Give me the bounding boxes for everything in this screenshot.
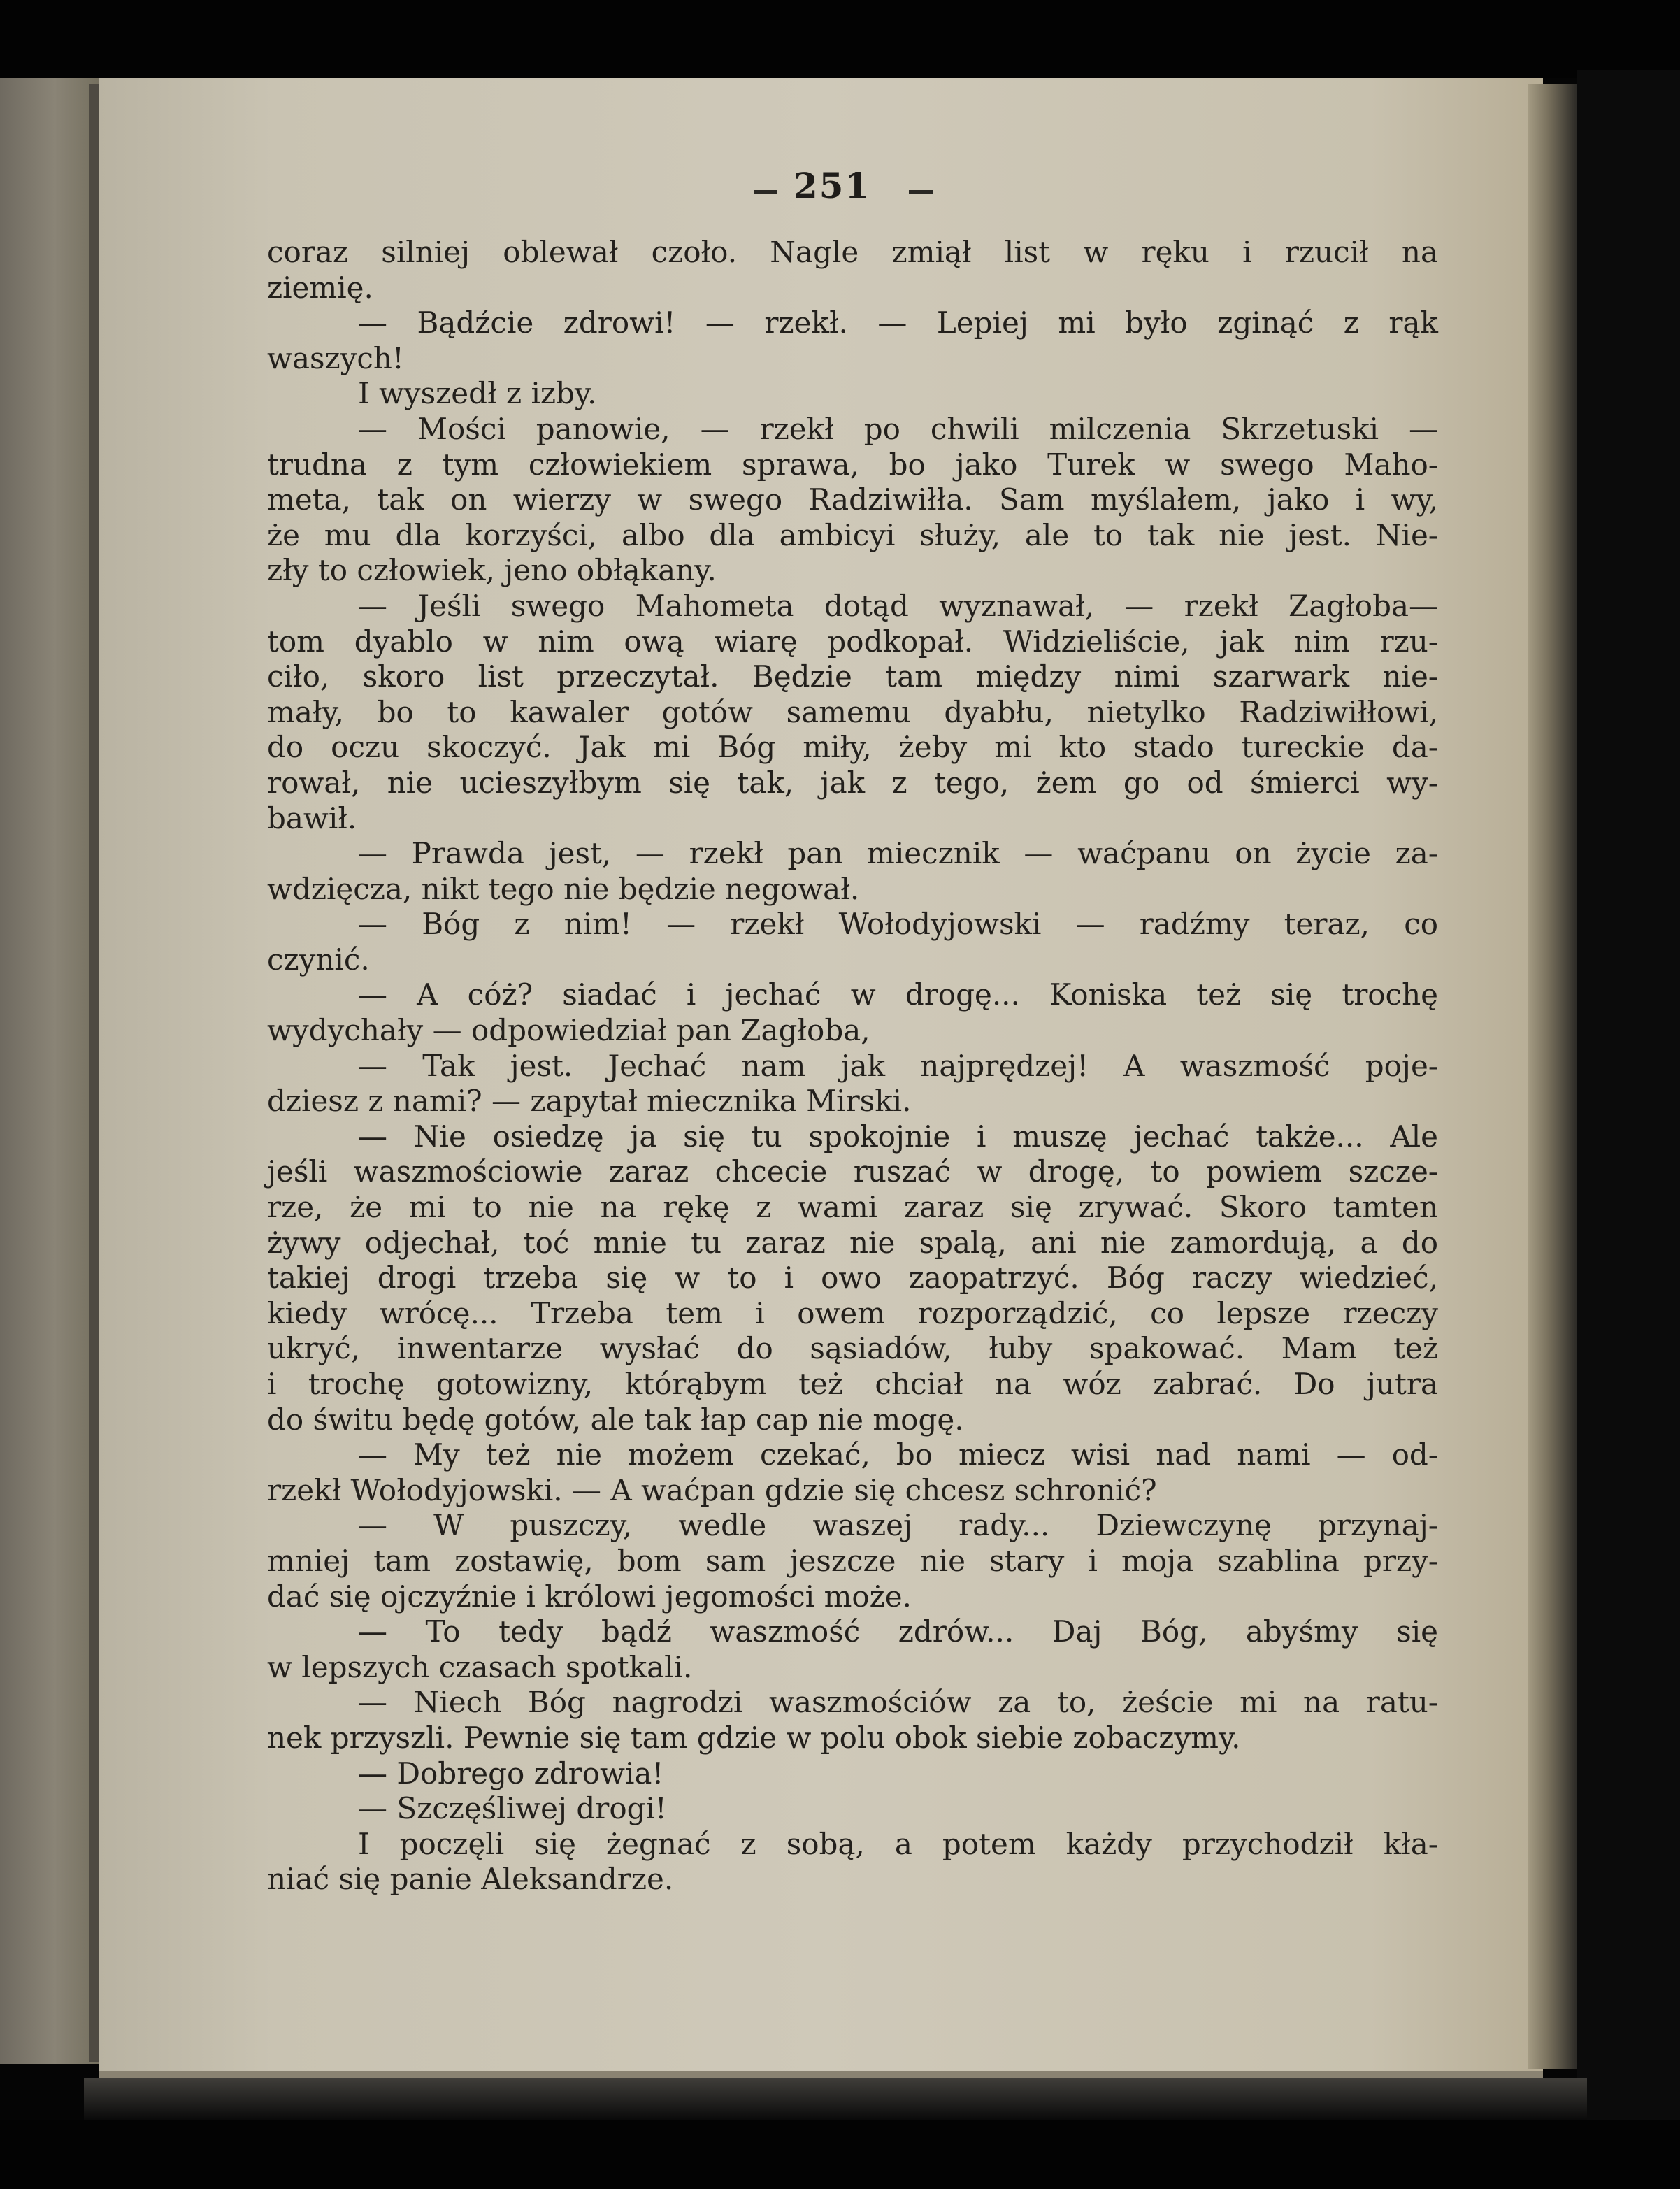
text-line: bawił. <box>267 801 357 835</box>
page-fore-edge <box>1528 84 1577 2069</box>
text-line: — Mości panowie, — rzekł po chwili milczenia Skrzetuski — <box>358 411 1438 446</box>
text-line: wydychały — odpowiedział pan Zagłoba, <box>267 1013 870 1048</box>
text-line: rze, że mi to nie na rękę z wami zaraz się zrywać. Skoro tamten <box>267 1190 1438 1225</box>
text-line: wdzięcza, nikt tego nie będzie negował. <box>267 871 860 906</box>
text-line: — A cóż? siadać i jechać w drogę... Koniska też się trochę <box>358 977 1438 1012</box>
text-line: — Dobrego zdrowia! <box>358 1756 664 1790</box>
text-line: nek przyszli. Pewnie się tam gdzie w polu obok siebie zobaczymy. <box>267 1720 1241 1755</box>
previous-page-edge <box>0 78 99 2064</box>
text-line: do świtu będę gotów, ale tak łap cap nie mogę. <box>267 1402 964 1437</box>
text-line: niać się panie Aleksandrze. <box>267 1862 674 1897</box>
text-line: — W puszczy, wedle waszej rady... Dziewczynę przynaj- <box>358 1508 1438 1543</box>
text-line: — Prawda jest, — rzekł pan miecznik — waćpanu on życie za- <box>358 836 1438 871</box>
text-line: waszych! <box>267 340 404 375</box>
text-line: I poczęli się żegnać z sobą, a potem każdy przychodził kła- <box>358 1826 1438 1861</box>
text-line: mniej tam zostawię, bom sam jeszcze nie stary i moja szablina przy- <box>267 1543 1438 1578</box>
text-line: ukryć, inwentarze wysłać do sąsiadów, łuby spakować. Mam też <box>267 1331 1438 1366</box>
book-cover <box>1577 70 1680 2189</box>
text-line: kiedy wrócę... Trzeba tem i owem rozporządzić, co lepsze rzeczy <box>267 1296 1438 1330</box>
text-line: meta, tak on wierzy w swego Radziwiłła. Sam myślałem, jako i wy, <box>267 482 1438 517</box>
text-line: żywy odjechał, toć mnie tu zaraz nie spalą, ani nie zamordują, a do <box>267 1225 1438 1260</box>
page-number: 251 <box>793 165 871 206</box>
text-line: że mu dla korzyści, albo dla ambicyi służy, ale to tak nie jest. Nie- <box>267 517 1438 552</box>
background-bottom <box>0 2120 1680 2189</box>
text-line: — My też nie możem czekać, bo miecz wisi nad nami — od- <box>358 1437 1438 1472</box>
background-top <box>0 0 1680 78</box>
text-line: — To tedy bądź waszmość zdrów... Daj Bóg, abyśmy się <box>358 1614 1438 1649</box>
text-line: trudna z tym człowiekiem sprawa, bo jako Turek w swego Maho- <box>267 447 1438 482</box>
text-line: jeśli waszmościowie zaraz chcecie ruszać w drogę, to powiem szcze- <box>267 1154 1438 1189</box>
text-line: dać się ojczyźnie i królowi jegomości może. <box>267 1579 912 1614</box>
text-line: — Szczęśliwej drogi! <box>358 1791 667 1826</box>
text-line: mały, bo to kawaler gotów samemu dyabłu, nietylko Radziwiłłowi, <box>267 694 1438 729</box>
page-bottom-shadow <box>84 2078 1587 2120</box>
text-line: ziemię. <box>267 270 373 305</box>
text-line: czynić. <box>267 942 370 977</box>
text-line: — Nie osiedzę ja się tu spokojnie i muszę jechać także... Ale <box>358 1119 1438 1154</box>
text-line: coraz silniej oblewał czoło. Nagle zmiął list w ręku i rzucił na <box>267 235 1438 269</box>
text-line: — Jeśli swego Mahometa dotąd wyznawał, — rzekł Zagłoba— <box>358 588 1438 623</box>
text-line: ciło, skoro list przeczytał. Będzie tam między nimi szarwark nie- <box>267 659 1438 694</box>
text-line: — Bóg z nim! — rzekł Wołodyjowski — radźmy teraz, co <box>358 907 1438 942</box>
text-line: w lepszych czasach spotkali. <box>267 1649 693 1684</box>
text-line: — Niech Bóg nagrodzi waszmościów za to, żeście mi na ratu- <box>358 1685 1438 1720</box>
text-line: I wyszedł z izby. <box>358 376 597 411</box>
text-line: dziesz z nami? — zapytał miecznika Mirski. <box>267 1084 912 1119</box>
text-line: zły to człowiek, jeno obłąkany. <box>267 553 717 588</box>
text-line: i trochę gotowizny, którąbym też chciał na wóz zabrać. Do jutra <box>267 1367 1438 1401</box>
text-line: rzekł Wołodyjowski. — A waćpan gdzie się chcesz schronić? <box>267 1472 1157 1507</box>
page-gutter <box>89 84 99 2062</box>
page-text <box>267 235 1438 1897</box>
page-number-dash-right <box>909 190 933 194</box>
text-line: — Bądźcie zdrowi! — rzekł. — Lepiej mi było zginąć z rąk <box>358 306 1438 340</box>
text-line: rował, nie ucieszyłbym się tak, jak z tego, żem go od śmierci wy- <box>267 765 1438 800</box>
text-line: takiej drogi trzeba się w to i owo zaopatrzyć. Bóg raczy wiedzieć, <box>267 1261 1438 1296</box>
text-line: tom dyablo w nim ową wiarę podkopał. Widzieliście, jak nim rzu- <box>267 624 1438 659</box>
page-number-dash-left <box>754 190 777 194</box>
text-line: do oczu skoczyć. Jak mi Bóg miły, żeby mi kto stado tureckie da- <box>267 730 1438 765</box>
text-line: — Tak jest. Jechać nam jak najprędzej! A waszmość poje- <box>358 1048 1438 1083</box>
